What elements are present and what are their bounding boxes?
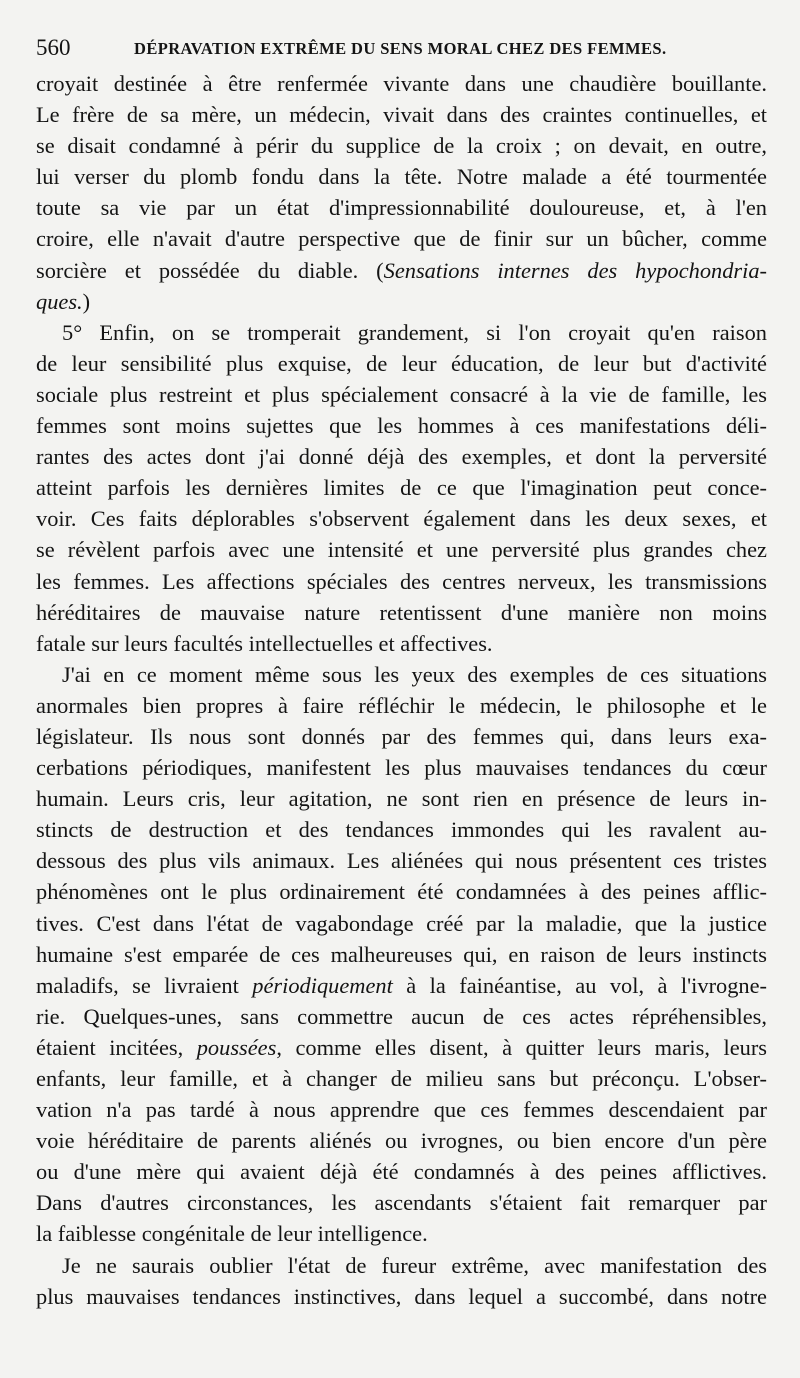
text-line: humain. Leurs cris, leur agitation, ne sont rien en présence de leurs in- (36, 786, 767, 812)
body-text (36, 68, 767, 1312)
text-line: voir. Ces faits déplorables s'observent également dans les deux sexes, et (36, 506, 767, 532)
text-line: législateur. Ils nous sont donnés par des femmes qui, dans leurs exa- (36, 723, 767, 749)
text-segment: , comme elles disent, à quitter leurs maris, leurs (276, 1034, 767, 1060)
text-line (36, 1032, 767, 1063)
text-line (36, 970, 767, 1001)
page-header (36, 30, 766, 66)
paragraph-start-line: 5° Enfin, on se tromperait grandement, si l'on croyait qu'en raison (62, 319, 767, 345)
text-line: femmes sont moins sujettes que les hommes à ces manifestations déli- (36, 413, 767, 439)
text-segment: ) (82, 288, 91, 314)
text-line: croyait destinée à être renfermée vivante dans une chaudière bouillante. (36, 71, 767, 96)
text-line (36, 255, 767, 286)
paragraph-start-line: J'ai en ce moment même sous les yeux des exemples de ces situations (62, 661, 767, 687)
text-line: héréditaires de mauvaise nature retentissent d'une manière non moins (36, 599, 767, 625)
text-line: cerbations périodiques, manifestent les plus mauvaises tendances du cœur (36, 755, 767, 781)
running-head: DÉPRAVATION EXTRÊME DU SENS MORAL CHEZ DES FEMMES. (134, 39, 667, 58)
text-line: Dans d'autres circonstances, les ascendants s'étaient fait remarquer par (36, 1190, 767, 1216)
text-line: fatale sur leurs facultés intellectuelles et affectives. (36, 630, 493, 656)
text-line: croire, elle n'avait d'autre perspective que de finir sur un bûcher, comme (36, 226, 767, 252)
text-line: Le frère de sa mère, un médecin, vivait dans des craintes continuelles, et (36, 102, 767, 128)
text-line: la faiblesse congénitale de leur intelligence. (36, 1221, 428, 1247)
text-segment: étaient incitées, (36, 1034, 197, 1060)
text-line: se disait condamné à périr du supplice de la croix ; on devait, en outre, (36, 133, 767, 159)
text-line: ou d'une mère qui avaient déjà été condamnés à des peines afflictives. (36, 1159, 767, 1185)
text-line: phénomènes ont le plus ordinairement été condamnées à des peines afflic- (36, 879, 767, 905)
text-line: tives. C'est dans l'état de vagabondage créé par la maladie, que la justice (36, 910, 767, 936)
italic-word: périodiquement (252, 972, 393, 998)
text-line (36, 286, 767, 317)
italic-reference: ques. (36, 288, 83, 314)
text-line: sociale plus restreint et plus spécialement consacré à la vie de famille, les (36, 381, 767, 407)
italic-reference: Sensations internes des hypochondria- (383, 257, 767, 283)
text-line: anormales bien propres à faire réfléchir le médecin, le philosophe et le (36, 692, 767, 718)
text-line: atteint parfois les dernières limites de ce que l'imagination peut conce- (36, 475, 767, 501)
text-line: les femmes. Les affections spéciales des centres nerveux, les transmissions (36, 568, 767, 594)
text-line: rie. Quelques-unes, sans commettre aucun de ces actes répréhensibles, (36, 1003, 767, 1029)
text-segment: maladifs, se livraient (36, 972, 253, 998)
italic-word: poussées (196, 1034, 277, 1060)
paragraph-start-line: Je ne saurais oublier l'état de fureur extrême, avec manifestation des (62, 1252, 767, 1278)
text-line: plus mauvaises tendances instinctives, dans lequel a succombé, dans notre (36, 1283, 767, 1309)
text-line: voie héréditaire de parents aliénés ou ivrognes, ou bien encore d'un père (36, 1128, 767, 1154)
text-line: rantes des actes dont j'ai donné déjà des exemples, et dont la perversité (36, 444, 767, 470)
text-line: lui verser du plomb fondu dans la tête. Notre malade a été tourmentée (36, 164, 767, 190)
text-line: enfants, leur famille, et à changer de milieu sans but préconçu. L'obser- (36, 1066, 767, 1091)
text-line: dessous des plus vils animaux. Les aliénées qui nous présentent ces tristes (36, 848, 767, 874)
text-line: stincts de destruction et des tendances immondes qui les ravalent au- (36, 817, 767, 843)
text-line: se révèlent parfois avec une intensité et une perversité plus grandes chez (36, 537, 767, 563)
text-line: toute sa vie par un état d'impressionnabilité douloureuse, et, à l'en (36, 195, 767, 221)
text-line: vation n'a pas tardé à nous apprendre que ces femmes descendaient par (36, 1097, 767, 1123)
page-number: 560 (36, 35, 71, 60)
text-segment: sorcière et possédée du diable. ( (36, 257, 384, 283)
text-line: de leur sensibilité plus exquise, de leur éducation, de leur but d'activité (36, 350, 767, 376)
text-segment: à la fainéantise, au vol, à l'ivrogne- (392, 972, 767, 998)
text-line: humaine s'est emparée de ces malheureuses qui, en raison de leurs instincts (36, 941, 767, 967)
